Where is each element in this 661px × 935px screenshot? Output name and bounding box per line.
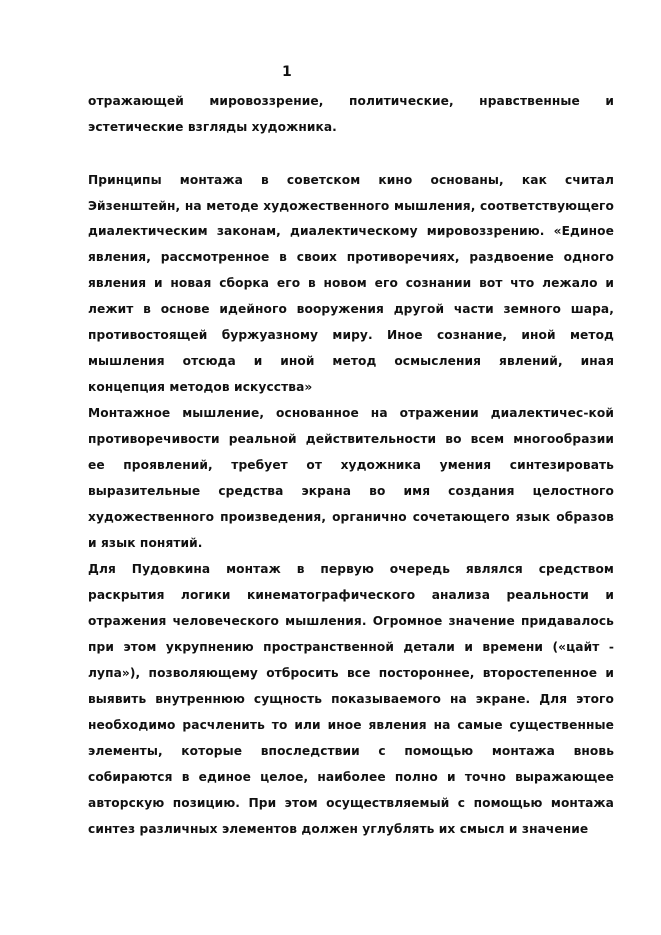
- text-line: лежит в основе идейного вооружения другой части земного шара,: [88, 302, 614, 316]
- text-line: эстетические взгляды художника.: [88, 120, 337, 134]
- page-number: 1: [282, 64, 292, 80]
- text-line: собираются в единое целое, наиболее полно и точно выражающее: [88, 770, 614, 784]
- text-line: явления и новая сборка его в новом его сознании вот что лежало и: [88, 276, 614, 290]
- text-line: выявить внутреннюю сущность показываемого на экране. Для этого: [88, 692, 614, 706]
- text-line: противостоящей буржуазному миру. Иное сознание, иной метод: [88, 328, 614, 342]
- text-line: лупа»), позволяющему отбросить все постороннее, второстепенное и: [88, 666, 614, 680]
- text-line: синтез различных элементов должен углублять их смысл и значение: [88, 822, 589, 836]
- text-line: мышления отсюда и иной метод осмысления явлений, иная: [88, 354, 614, 368]
- text-line: художественного произведения, органично сочетающего язык образов: [88, 510, 614, 524]
- text-line: при этом укрупнению пространственной детали и времени («цайт -: [88, 640, 614, 654]
- text-line: противоречивости реальной действительности во всем многообразии: [88, 432, 614, 446]
- text-line: выразительные средства экрана во имя создания целостного: [88, 484, 614, 498]
- text-line: и язык понятий.: [88, 536, 203, 550]
- text-line: раскрытия логики кинематографического анализа реальности и: [88, 588, 614, 602]
- text-line: ее проявлений, требует от художника умения синтезировать: [88, 458, 614, 472]
- text-line: Для Пудовкина монтаж в первую очередь являлся средством: [88, 562, 614, 576]
- text-line: концепция методов искусства»: [88, 380, 313, 394]
- text-line: явления, рассмотренное в своих противоречиях, раздвоение одного: [88, 250, 614, 264]
- text-line: Эйзенштейн, на методе художественного мышления, соответствующего: [88, 199, 614, 213]
- text-line: авторскую позицию. При этом осуществляемый с помощью монтажа: [88, 796, 614, 810]
- text-line: необходимо расчленить то или иное явления на самые существенные: [88, 718, 614, 732]
- text-line: отражения человеческого мышления. Огромное значение придавалось: [88, 614, 614, 628]
- text-line: Монтажное мышление, основанное на отражении диалектичес-кой: [88, 406, 614, 420]
- text-line: Принципы монтажа в советском кино основаны, как считал: [88, 173, 614, 187]
- text-line: диалектическим законам, диалектическому мировоззрению. «Единое: [88, 224, 614, 238]
- text-line: отражающей мировоззрение, политические, нравственные и: [88, 94, 614, 108]
- text-line: элементы, которые впоследствии с помощью монтажа вновь: [88, 744, 614, 758]
